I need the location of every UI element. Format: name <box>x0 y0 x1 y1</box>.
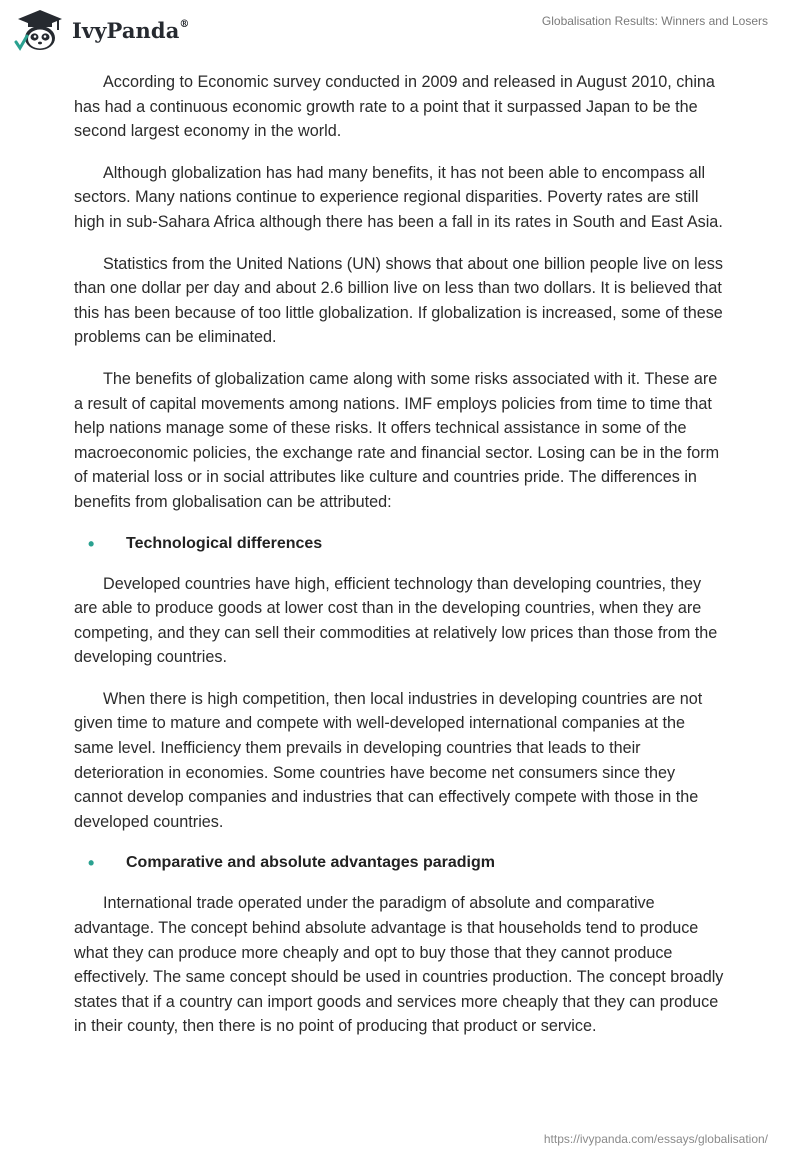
logo[interactable] <box>14 8 190 52</box>
panda-logo-icon <box>14 8 66 52</box>
paragraph: When there is high competition, then local industries in developing countries are not given time to mature and compete with well-developed international companies at the same level. Inefficiency them prevails in developing countries that leads to their deterioration in economies. Some countries have become net consumers since they cannot develop companies and industries that can effectively compete with those in the developed countries. <box>74 689 703 831</box>
bullet-dot-icon: • <box>88 533 95 554</box>
paragraph: Developed countries have high, efficient technology than developing countries, they are able to produce goods at lower cost than in the developing countries, when they are competing, and they can sell their commodities at relatively low prices than those from the developing countries. <box>74 574 718 667</box>
brand-name: IvyPanda® <box>72 17 190 43</box>
bullet-heading-text: Comparative and absolute advantages paradigm <box>126 854 495 872</box>
bullet-heading-text: Technological differences <box>126 534 323 552</box>
paragraph: According to Economic survey conducted in 2009 and released in August 2010, china has had a continuous economic growth rate to a point that it surpassed Japan to be the second largest economy in the world. <box>74 73 715 141</box>
bullet-dot-icon: • <box>88 853 95 874</box>
source-url[interactable]: https://ivypanda.com/essays/globalisation/ <box>543 1132 768 1146</box>
paragraph: Statistics from the United Nations (UN) shows that about one billion people live on less than one dollar per day and about 2.6 billion live on less than two dollars. It is believed that this has been because of too little globalization. If globalization is increased, some of these problems can be eliminated. <box>74 254 723 347</box>
document-title: Globalisation Results: Winners and Losers <box>541 14 768 28</box>
paragraph: Although globalization has had many benefits, it has not been able to encompass all sectors. Many nations continue to experience regional disparities. Poverty rates are still high in sub-Sahara Africa although there has been a fall in its rates in South and East Asia. <box>74 163 723 231</box>
paragraph: International trade operated under the paradigm of absolute and comparative advantage. The concept behind absolute advantage is that households tend to produce what they can produce more cheaply and opt to buy those that they cannot produce effectively. The same concept should be used in countries production. The concept broadly states that if a country can import goods and services more cheaply that they can produce in their county, then there is no point of producing that product or service. <box>74 894 724 1036</box>
bullet-heading <box>74 532 724 556</box>
essay-body <box>74 70 724 1056</box>
paragraph: The benefits of globalization came along with some risks associated with it. These are a result of capital movements among nations. IMF employs policies from time to time that help nations manage some of these risks. It offers technical assistance in some of the macroeconomic policies, the exchange rate and financial sector. Losing can be in the form of material loss or in social attributes like culture and countries pride. The differences in benefits from globalisation can be attributed: <box>74 369 720 511</box>
bullet-heading <box>74 851 724 875</box>
header <box>0 0 800 60</box>
